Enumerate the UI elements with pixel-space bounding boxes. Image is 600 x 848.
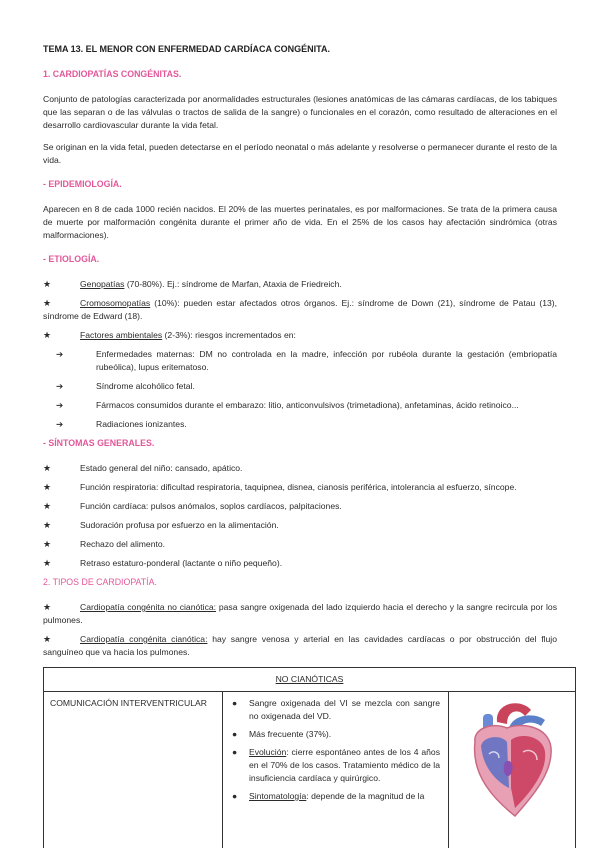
section-heading-cardiopatias: 1. CARDIOPATÍAS CONGÉNITAS. [43,69,182,79]
list-item: ★ Rechazo del alimento. [43,539,166,549]
paragraph-definition: Conjunto de patologías caracterizada por anormalidades estructurales (lesiones anatómicas de las cámaras cardíacas, de los tabiques que las separan o de las válvulas o tractos de salida de la sangre) o funcionales en el corazón, como resultado de alteraciones en el desarrollo cardiovascular durante la vida fetal. [43,94,557,130]
heart-illustration-cell [449,692,576,848]
arrow-icon: ➔ [56,381,64,391]
star-icon: ★ [43,634,52,644]
list-item: ★ Genopatías (70-80%). Ej.: síndrome de Marfan, Ataxia de Friedreich. [43,279,342,289]
list-item: ★ Sudoración profusa por esfuerzo en la alimentación. [43,520,279,530]
list-item: ★ Cromosomopatías (10%): pueden estar afectados otros órganos. Ej.: síndrome de Down (21), síndrome de Patau (13), síndrome de Edward (18). [43,298,557,321]
no-cianoticas-table [43,667,576,848]
list-item: ★ Función cardíaca: pulsos anómalos, soplos cardíacos, palpitaciones. [43,501,342,511]
bullet-dot-icon: ● [232,698,238,708]
arrow-icon: ➔ [56,349,64,359]
star-icon: ★ [43,539,52,549]
star-icon: ★ [43,298,52,308]
list-item: ★ Cardiopatía congénita cianótica: hay sangre venosa y arterial en las cavidades cardíacas o por obstrucción del flujo sanguíneo que va hacia los pulmones. [43,634,557,657]
section-heading-etiologia: - ETIOLOGÍA. [43,254,100,264]
row-content [223,692,449,848]
document-title: TEMA 13. EL MENOR CON ENFERMEDAD CARDÍACA CONGÉNITA. [43,44,331,54]
star-icon: ★ [43,279,52,289]
star-icon: ★ [43,520,52,530]
term: Genopatías [80,279,125,289]
row-label: COMUNICACIÓN INTERVENTRICULAR [44,692,223,848]
list-item: ★ Factores ambientales (2-3%): riesgos incrementados en: [43,330,296,340]
term: Cardiopatía congénita no cianótica: [80,602,217,612]
star-icon: ★ [43,501,52,511]
sub-list-item: ➔ Enfermedades maternas: DM no controlada en la madre, infección por rubéola durante la gestación (embriopatía rubeólica), lupus eritematoso. [56,349,557,372]
star-icon: ★ [43,602,52,612]
heart-diagram-icon [449,692,575,822]
bullet-dot-icon: ● [232,729,238,739]
star-icon: ★ [43,330,52,340]
section-heading-sintomas: - SÍNTOMAS GENERALES. [43,438,155,448]
bullet-dot-icon: ● [232,747,238,757]
term: Cardiopatía congénita cianótica: [80,634,208,644]
list-item: ● Sangre oxigenada del VI se mezcla con sangre no oxigenada del VD. [229,697,440,723]
section-heading-epidemiologia: - EPIDEMIOLOGÍA. [43,179,122,189]
paragraph-origin: Se originan en la vida fetal, pueden detectarse en el período neonatal o más adelante y resolverse o permanecer durante el resto de la vida. [43,142,557,165]
term: Factores ambientales [80,330,163,340]
list-item: ★ Estado general del niño: cansado, apático. [43,463,243,473]
table-header: NO CIANÓTICAS [44,668,576,692]
star-icon: ★ [43,463,52,473]
sub-list-item: ➔ Radiaciones ionizantes. [56,419,187,429]
sub-list-item: ➔ Síndrome alcohólico fetal. [56,381,195,391]
star-icon: ★ [43,558,52,568]
list-item: ★ Función respiratoria: dificultad respiratoria, taquipnea, disnea, cianosis periférica, intolerancia al esfuerzo, síncope. [43,482,517,492]
list-item: ★ Cardiopatía congénita no cianótica: pasa sangre oxigenada del lado izquierdo hacia el derecho y la sangre recircula por los pulmones. [43,602,557,625]
list-item: ● Sintomatología: depende de la magnitud de la [229,790,440,803]
arrow-icon: ➔ [56,400,64,410]
star-icon: ★ [43,482,52,492]
arrow-icon: ➔ [56,419,64,429]
list-item: ● Evolución: cierre espontáneo antes de los 4 años en el 70% de los casos. Tratamiento médico de la insuficiencia cardíaca y quirúrgico. [229,746,440,785]
bullet-dot-icon: ● [232,791,238,801]
list-item: ● Más frecuente (37%). [229,728,440,741]
paragraph-epidemiologia: Aparecen en 8 de cada 1000 recién nacidos. El 20% de las muertes perinatales, es por malformaciones. Se trata de la primera causa de muerte por malformación congénita durante el primer año de vida. En el 25% de los casos hay afectación sindrómica (otras malformaciones). [43,204,557,240]
list-item: ★ Retraso estaturo-ponderal (lactante o niño pequeño). [43,558,283,568]
term: Cromosomopatías [80,298,151,308]
section-heading-tipos: 2. TIPOS DE CARDIOPATÍA. [43,577,157,587]
sub-list-item: ➔ Fármacos consumidos durante el embarazo: litio, anticonvulsivos (trimetadiona), anfetaminas, ácido retinoico... [56,400,519,410]
